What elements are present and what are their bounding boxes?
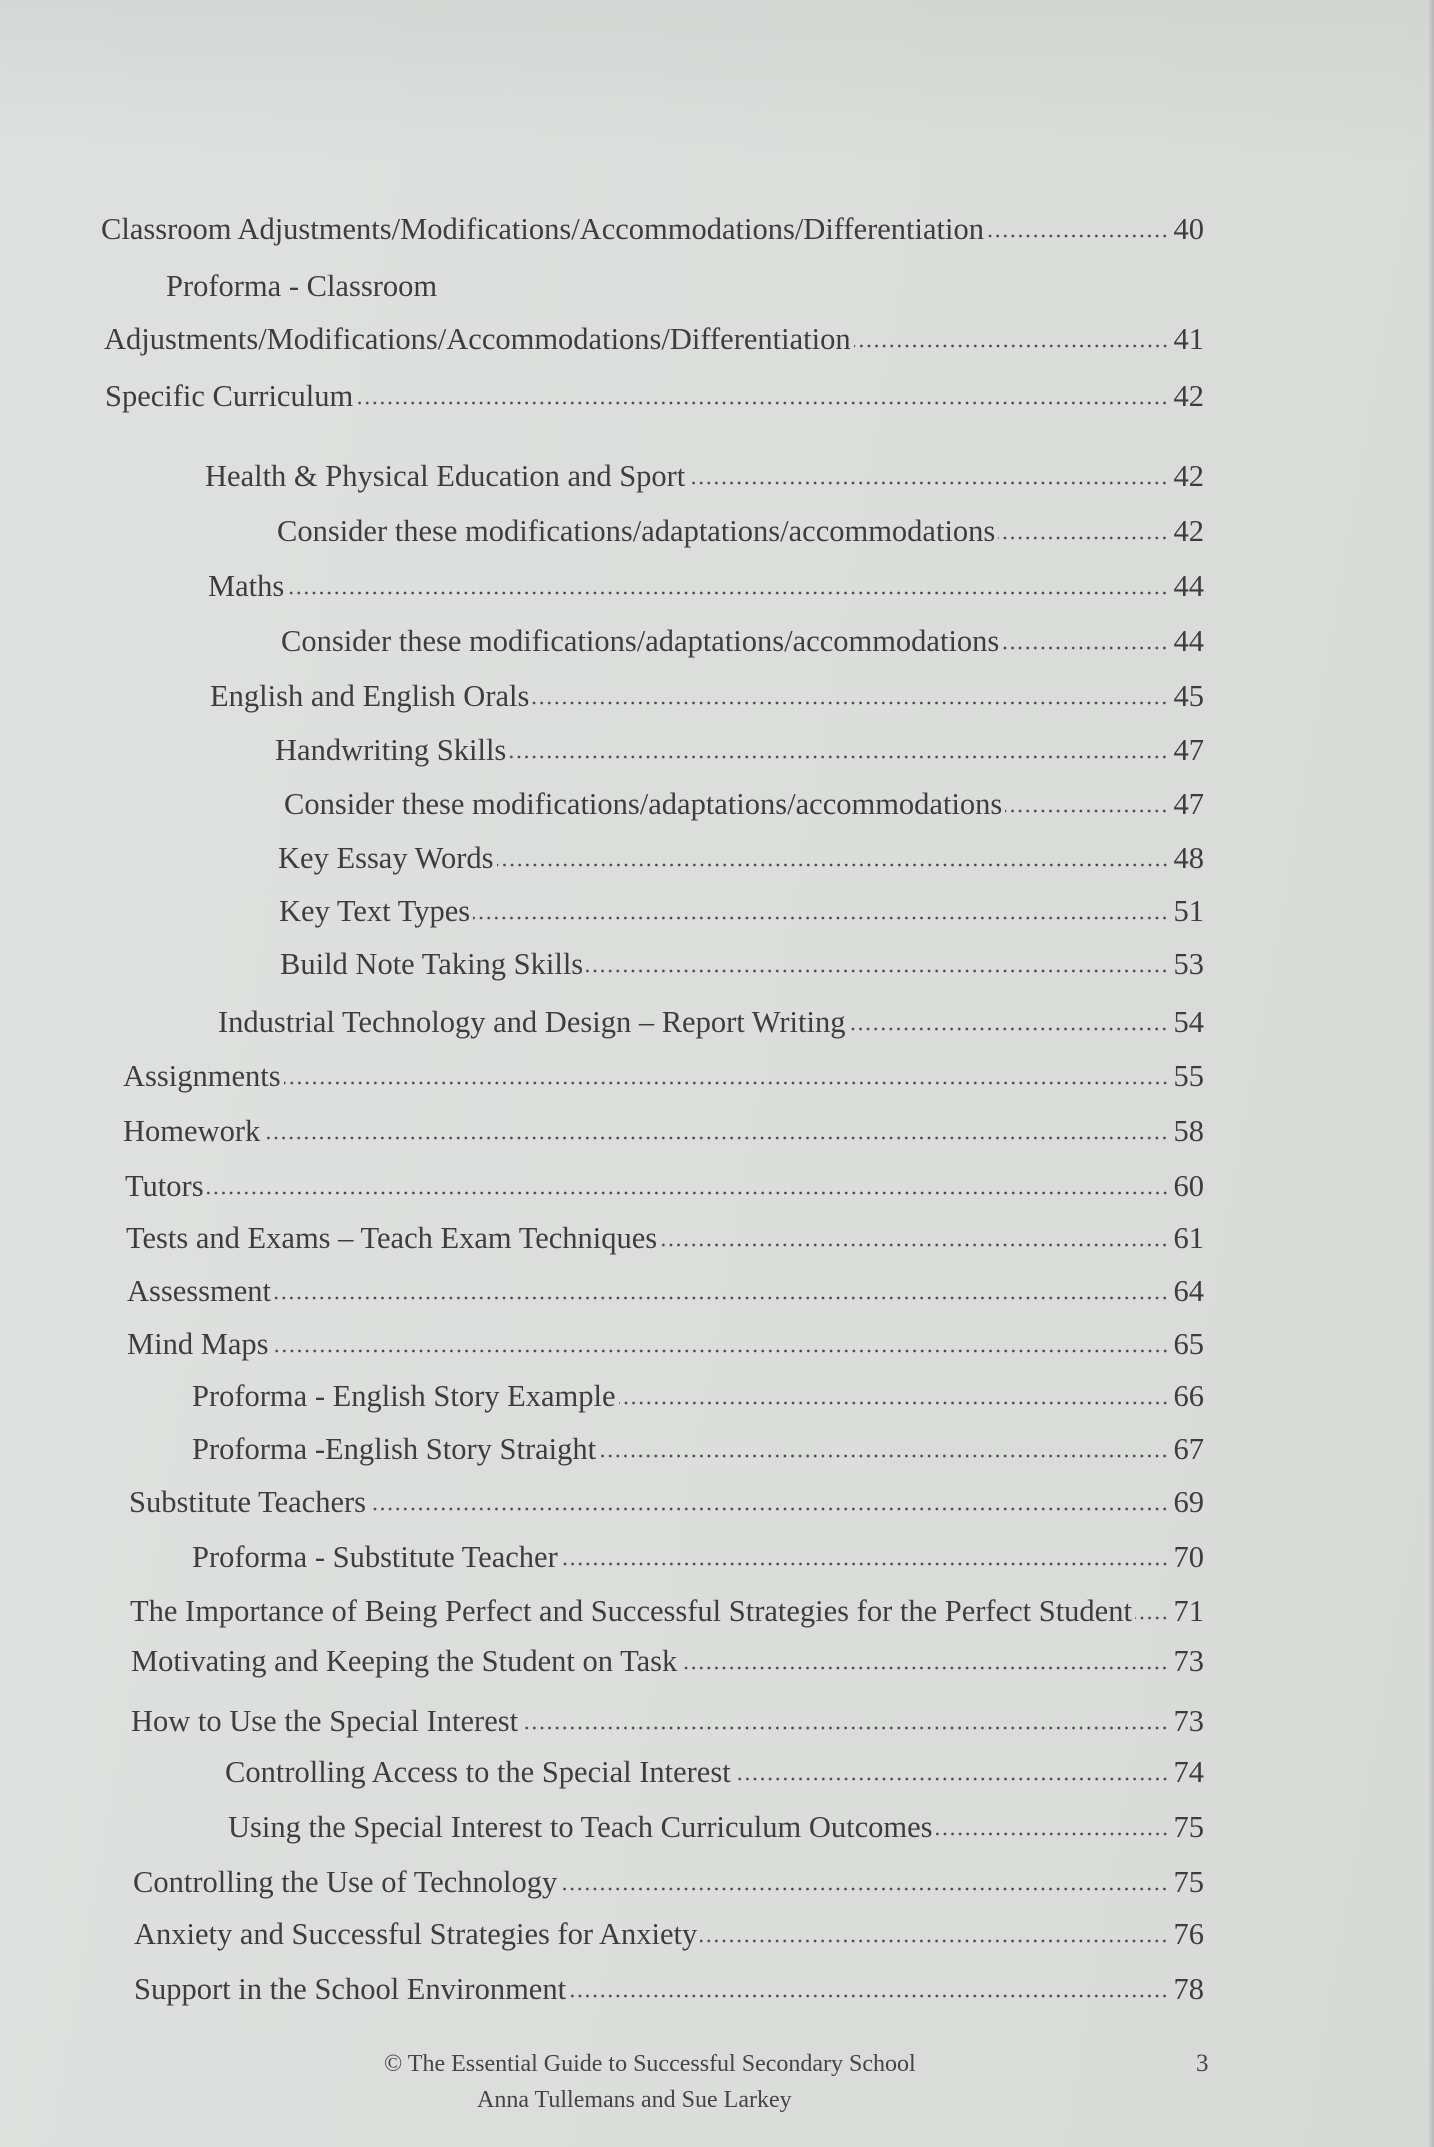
toc-entry[interactable] (126, 1221, 1204, 1255)
toc-entry[interactable] (275, 733, 1204, 767)
toc-entry[interactable] (205, 459, 1204, 493)
toc-entry-title: Tutors (125, 1169, 204, 1203)
toc-entry-title: Handwriting Skills (275, 733, 507, 767)
toc-entry-page: 71 (1173, 1594, 1204, 1628)
dot-leader (1005, 809, 1168, 813)
toc-entry[interactable] (130, 1594, 1204, 1628)
dot-leader (356, 401, 1168, 405)
dot-leader (263, 1136, 1168, 1140)
toc-entry-page: 74 (1173, 1755, 1204, 1789)
dot-leader (619, 1401, 1169, 1405)
toc-entry-page: 47 (1173, 787, 1204, 821)
toc-entry[interactable] (284, 787, 1204, 821)
toc-entry-title: Proforma - English Story Example (192, 1379, 616, 1413)
toc-entry-title: Health & Physical Education and Sport (205, 459, 686, 493)
dot-leader (521, 1726, 1168, 1730)
toc-entry[interactable] (280, 947, 1204, 981)
toc-entry[interactable] (134, 1917, 1204, 1951)
toc-entry-title: English and English Orals (210, 679, 530, 713)
toc-entry-title: Consider these modifications/adaptations/accommodations (284, 787, 1003, 821)
toc-entry-title: Proforma - Classroom (166, 269, 438, 303)
toc-entry-title: Using the Special Interest to Teach Curriculum Outcomes (228, 1810, 933, 1844)
toc-entry[interactable] (279, 894, 1204, 928)
dot-leader (497, 863, 1169, 867)
toc-entry-title: Classroom Adjustments/Modifications/Accommodations/Differentiation (101, 212, 984, 246)
toc-entry[interactable] (133, 1865, 1204, 1899)
toc-entry[interactable] (131, 1644, 1204, 1678)
toc-entry[interactable] (208, 569, 1204, 603)
dot-leader (586, 969, 1168, 973)
toc-entry-title: Anxiety and Successful Strategies for Anxiety (134, 1917, 698, 1951)
toc-entry-page: 42 (1173, 514, 1204, 548)
toc-entry-title: Maths (208, 569, 285, 603)
toc-entry-page: 64 (1173, 1274, 1204, 1308)
toc-entry-page: 45 (1173, 679, 1204, 713)
toc-entry-page: 47 (1173, 733, 1204, 767)
dot-leader (272, 1349, 1169, 1353)
toc-entry-page: 70 (1173, 1540, 1204, 1574)
dot-leader (936, 1832, 1169, 1836)
toc-entry-page: 58 (1173, 1114, 1204, 1148)
toc-entry-title: Mind Maps (127, 1327, 269, 1361)
page-number: 3 (1196, 2050, 1209, 2077)
toc-entry[interactable] (127, 1327, 1204, 1361)
toc-entry-page: 73 (1173, 1644, 1204, 1678)
dot-leader (569, 1994, 1168, 1998)
dot-leader (274, 1296, 1168, 1300)
toc-entry[interactable] (225, 1755, 1204, 1789)
footer-book-title: © The Essential Guide to Successful Secondary School (384, 2051, 916, 2077)
toc-entry[interactable] (192, 1432, 1204, 1466)
dot-leader (509, 755, 1168, 759)
toc-entry[interactable] (218, 1005, 1204, 1039)
dot-leader (680, 1666, 1168, 1670)
toc-entry-title: Consider these modifications/adaptations/accommodations (277, 514, 996, 548)
toc-entry[interactable] (123, 1059, 1204, 1093)
toc-entry-page: 73 (1173, 1704, 1204, 1738)
dot-leader (688, 481, 1168, 485)
toc-entry[interactable] (105, 379, 1204, 413)
dot-leader (854, 344, 1169, 348)
toc-entry[interactable] (101, 212, 1204, 246)
toc-entry-title: Proforma -English Story Straight (192, 1432, 597, 1466)
dot-leader (532, 701, 1168, 705)
dot-leader (599, 1454, 1168, 1458)
dot-leader (473, 916, 1168, 920)
toc-entry[interactable] (134, 1972, 1204, 2006)
dot-leader (560, 1887, 1168, 1891)
toc-entry-page: 60 (1173, 1169, 1204, 1203)
footer-authors: Anna Tullemans and Sue Larkey (477, 2087, 792, 2113)
toc-entry-page: 44 (1173, 569, 1204, 603)
toc-entry-page: 54 (1173, 1005, 1204, 1039)
toc-entry-title: The Importance of Being Perfect and Successful Strategies for the Perfect Student (130, 1594, 1132, 1628)
dot-leader (700, 1939, 1168, 1943)
toc-entry-title: Consider these modifications/adaptations/accommodations (281, 624, 1000, 658)
dot-leader (660, 1243, 1168, 1247)
toc-entry-page: 76 (1173, 1917, 1204, 1951)
toc-entry-page: 69 (1173, 1485, 1204, 1519)
dot-leader (734, 1777, 1169, 1781)
toc-entry[interactable] (166, 269, 437, 303)
dot-leader (284, 1081, 1169, 1085)
toc-entry-page: 44 (1173, 624, 1204, 658)
toc-entry-title: Key Text Types (279, 894, 471, 928)
toc-entry[interactable] (278, 841, 1204, 875)
toc-entry[interactable] (277, 514, 1204, 548)
toc-entry-title: Substitute Teachers (129, 1485, 367, 1519)
toc-entry-page: 41 (1173, 322, 1204, 356)
toc-entry[interactable] (210, 679, 1204, 713)
dot-leader (1002, 646, 1168, 650)
dot-leader (1135, 1616, 1169, 1620)
toc-entry-title: Industrial Technology and Design – Report Writing (218, 1005, 846, 1039)
dot-leader (987, 234, 1169, 238)
toc-entry-page: 78 (1173, 1972, 1204, 2006)
toc-entry-page: 75 (1173, 1810, 1204, 1844)
toc-entry-page: 40 (1173, 212, 1204, 246)
toc-entry-page: 53 (1173, 947, 1204, 981)
toc-entry-page: 61 (1173, 1221, 1204, 1255)
toc-entry[interactable] (123, 1114, 1204, 1148)
toc-entry-title: Build Note Taking Skills (280, 947, 584, 981)
toc-entry[interactable] (127, 1274, 1204, 1308)
toc-entry-page: 51 (1173, 894, 1204, 928)
toc-entry-page: 55 (1173, 1059, 1204, 1093)
dot-leader (287, 591, 1168, 595)
dot-leader (561, 1562, 1169, 1566)
toc-entry[interactable] (104, 322, 1204, 356)
toc-entry-title: Support in the School Environment (134, 1972, 567, 2006)
toc-entry-title: Controlling Access to the Special Interest (225, 1755, 731, 1789)
toc-entry-page: 67 (1173, 1432, 1204, 1466)
toc-entry-title: Specific Curriculum (105, 379, 354, 413)
toc-entry[interactable] (228, 1810, 1204, 1844)
toc-entry[interactable] (131, 1704, 1204, 1738)
toc-entry-title: Assessment (127, 1274, 272, 1308)
toc-entry-title: Homework (123, 1114, 261, 1148)
toc-entry-title: Adjustments/Modifications/Accommodations/Differentiation (104, 322, 851, 356)
toc-entry[interactable] (129, 1485, 1204, 1519)
toc-entry-page: 66 (1173, 1379, 1204, 1413)
toc-entry-title: Tests and Exams – Teach Exam Techniques (126, 1221, 658, 1255)
dot-leader (369, 1507, 1168, 1511)
toc-entry-title: How to Use the Special Interest (131, 1704, 519, 1738)
toc-entry-page: 75 (1173, 1865, 1204, 1899)
toc-entry-title: Assignments (123, 1059, 281, 1093)
toc-entry[interactable] (281, 624, 1204, 658)
dot-leader (848, 1027, 1168, 1031)
toc-entry-title: Motivating and Keeping the Student on Task (131, 1644, 678, 1678)
toc-entry[interactable] (192, 1379, 1204, 1413)
toc-entry[interactable] (125, 1169, 1204, 1203)
toc-entry-page: 42 (1173, 379, 1204, 413)
toc-entry-page: 65 (1173, 1327, 1204, 1361)
toc-entry-title: Proforma - Substitute Teacher (192, 1540, 558, 1574)
dot-leader (998, 536, 1168, 540)
toc-entry-title: Key Essay Words (278, 841, 494, 875)
dot-leader (207, 1191, 1169, 1195)
toc-entry-page: 48 (1173, 841, 1204, 875)
toc-entry-title: Controlling the Use of Technology (133, 1865, 558, 1899)
toc-entry-page: 42 (1173, 459, 1204, 493)
toc-entry[interactable] (192, 1540, 1204, 1574)
